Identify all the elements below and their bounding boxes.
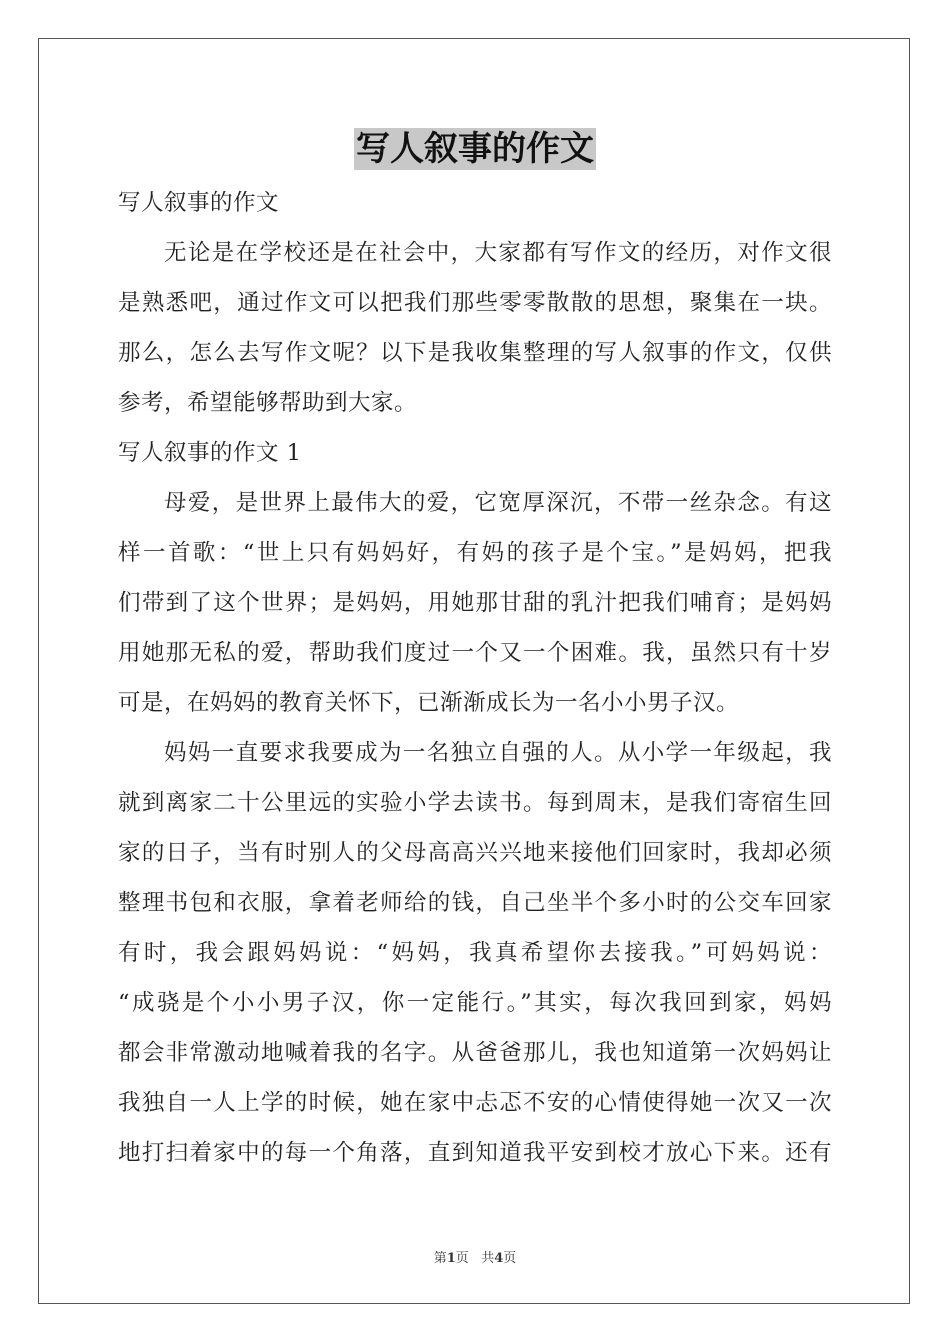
text-line: 写人叙事的作文 bbox=[118, 190, 280, 216]
text-line: 写人叙事的作文 1 bbox=[118, 440, 302, 466]
total-prefix: 共 bbox=[481, 1251, 495, 1266]
text-line: 可是，在妈妈的教育关怀下，已渐渐成长为一名小小男子汉。 bbox=[118, 690, 740, 716]
text-line: 参考，希望能够帮助到大家。 bbox=[118, 390, 418, 416]
page-current: 1 bbox=[446, 1251, 456, 1266]
page-suffix: 页 bbox=[455, 1251, 469, 1266]
document-body bbox=[118, 178, 832, 1178]
text-line: 是熟悉吧，通过作文可以把我们那些零零散散的思想，聚集在一块。 bbox=[118, 290, 832, 316]
document-title: 写人叙事的作文 bbox=[356, 129, 594, 169]
text-line: “成骁是个小小男子汉，你一定能行。”其实，每次我回到家，妈妈 bbox=[118, 990, 832, 1016]
text-line: 家的日子，当有时别人的父母高高兴兴地来接他们回家时，我却必须 bbox=[118, 840, 832, 866]
page-footer bbox=[0, 1247, 950, 1266]
text-line: 我独自一人上学的时候，她在家中忐忑不安的心情使得她一次又一次 bbox=[118, 1090, 832, 1116]
text-line: 那么，怎么去写作文呢？以下是我收集整理的写人叙事的作文，仅供 bbox=[118, 340, 832, 366]
text-line: 地打扫着家中的每一个角落，直到知道我平安到校才放心下来。还有 bbox=[118, 1140, 832, 1166]
text-line: 们带到了这个世界；是妈妈，用她那甘甜的乳汁把我们哺育；是妈妈 bbox=[118, 590, 832, 616]
text-line: 母爱，是世界上最伟大的爱，它宽厚深沉，不带一丝杂念。有这 bbox=[164, 490, 832, 516]
text-line: 就到离家二十公里远的实验小学去读书。每到周末，是我们寄宿生回 bbox=[118, 790, 832, 816]
text-line: 无论是在学校还是在社会中，大家都有写作文的经历，对作文很 bbox=[164, 240, 832, 266]
text-line: 有时，我会跟妈妈说：“妈妈，我真希望你去接我。”可妈妈说： bbox=[118, 940, 832, 966]
title-container bbox=[0, 128, 950, 170]
text-line: 用她那无私的爱，帮助我们度过一个又一个困难。我，虽然只有十岁 bbox=[118, 640, 832, 666]
total-suffix: 页 bbox=[503, 1251, 517, 1266]
text-line: 样一首歌：“世上只有妈妈好，有妈的孩子是个宝。”是妈妈，把我 bbox=[118, 540, 832, 566]
page-prefix: 第 bbox=[433, 1251, 447, 1266]
text-line: 都会非常激动地喊着我的名字。从爸爸那儿，我也知道第一次妈妈让 bbox=[118, 1040, 832, 1066]
text-line: 妈妈一直要求我要成为一名独立自强的人。从小学一年级起，我 bbox=[164, 740, 832, 766]
page-total: 4 bbox=[494, 1251, 504, 1266]
text-line: 整理书包和衣服，拿着老师给的钱，自己坐半个多小时的公交车回家 bbox=[118, 890, 832, 916]
